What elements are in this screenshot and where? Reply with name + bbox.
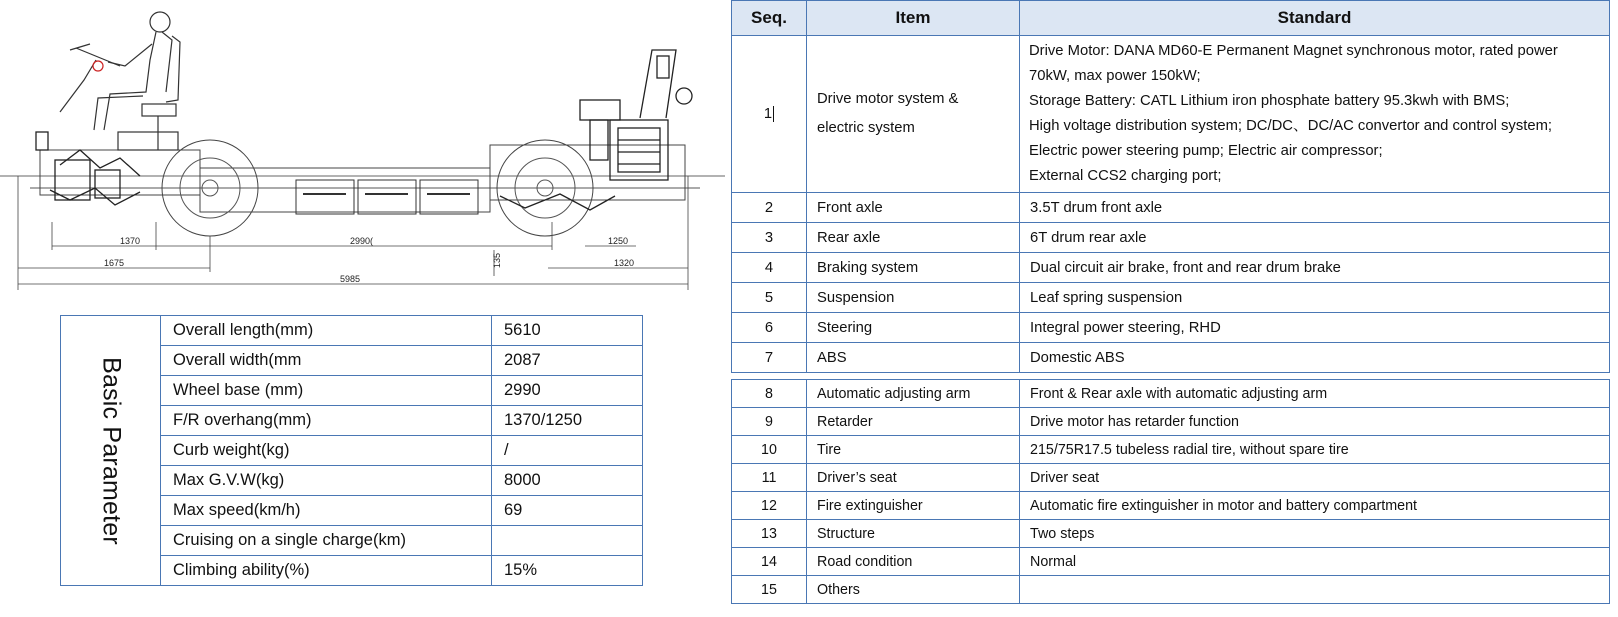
seq-cell bbox=[732, 36, 807, 193]
table-row bbox=[732, 36, 1610, 193]
seq-cell: 10 bbox=[732, 436, 807, 464]
seq-cell: 5 bbox=[732, 283, 807, 313]
item-line: Drive motor system & bbox=[817, 91, 959, 107]
standard-cell: Integral power steering, RHD bbox=[1020, 313, 1610, 343]
basic-parameter-title-cell bbox=[61, 316, 161, 586]
param-label: Curb weight(kg) bbox=[161, 436, 492, 466]
param-value bbox=[492, 526, 643, 556]
table-row bbox=[732, 576, 1610, 604]
item-cell: Rear axle bbox=[807, 223, 1020, 253]
item-line: electric system bbox=[817, 120, 915, 136]
table-row bbox=[732, 436, 1610, 464]
seq-cell: 14 bbox=[732, 548, 807, 576]
standard-line: External CCS2 charging port; bbox=[1029, 168, 1222, 184]
item-cell: Tire bbox=[807, 436, 1020, 464]
seq-cell: 3 bbox=[732, 223, 807, 253]
standard-line: Electric power steering pump; Electric air compressor; bbox=[1029, 143, 1383, 159]
param-value: 2990 bbox=[492, 376, 643, 406]
seq-cell: 12 bbox=[732, 492, 807, 520]
standard-cell: Domestic ABS bbox=[1020, 343, 1610, 373]
dim-label-1250: 1250 bbox=[608, 236, 629, 246]
standard-cell: 3.5T drum front axle bbox=[1020, 193, 1610, 223]
seq-cell: 9 bbox=[732, 408, 807, 436]
seq-cell: 15 bbox=[732, 576, 807, 604]
standard-cell: Front & Rear axle with automatic adjusting arm bbox=[1020, 380, 1610, 408]
seq-cell: 7 bbox=[732, 343, 807, 373]
standard-cell: Two steps bbox=[1020, 520, 1610, 548]
dim-label-2990: 2990( bbox=[350, 236, 374, 246]
chassis-side-view-drawing bbox=[0, 0, 725, 300]
param-label: Max G.V.W(kg) bbox=[161, 466, 492, 496]
table-row bbox=[732, 343, 1610, 373]
standard-cell: Drive motor has retarder function bbox=[1020, 408, 1610, 436]
item-cell: Road condition bbox=[807, 548, 1020, 576]
standard-line: High voltage distribution system; DC/DC、DC/AC convertor and control system; bbox=[1029, 118, 1553, 134]
param-label: F/R overhang(mm) bbox=[161, 406, 492, 436]
standard-cell bbox=[1020, 36, 1610, 193]
item-cell: Automatic adjusting arm bbox=[807, 380, 1020, 408]
item-cell: Braking system bbox=[807, 253, 1020, 283]
table-row bbox=[732, 520, 1610, 548]
table-section-gap bbox=[732, 373, 1610, 380]
item-cell: Others bbox=[807, 576, 1020, 604]
basic-parameter-title: Basic Parameter bbox=[97, 356, 125, 545]
header-seq: Seq. bbox=[732, 1, 807, 36]
standard-cell: Leaf spring suspension bbox=[1020, 283, 1610, 313]
dim-label-1675: 1675 bbox=[104, 258, 125, 268]
standard-cell: Automatic fire extinguisher in motor and battery compartment bbox=[1020, 492, 1610, 520]
param-value: 8000 bbox=[492, 466, 643, 496]
param-value: 69 bbox=[492, 496, 643, 526]
table-row bbox=[732, 313, 1610, 343]
table-row bbox=[732, 464, 1610, 492]
standard-cell: 6T drum rear axle bbox=[1020, 223, 1610, 253]
seq-value: 1 bbox=[763, 105, 773, 122]
table-row bbox=[732, 380, 1610, 408]
standard-line: Drive Motor: DANA MD60-E Permanent Magnet synchronous motor, rated power 70kW, max power 150kW; bbox=[1029, 43, 1558, 84]
standard-cell: Normal bbox=[1020, 548, 1610, 576]
table-row bbox=[61, 316, 643, 346]
dim-label-1370: 1370 bbox=[120, 236, 141, 246]
param-value: 1370/1250 bbox=[492, 406, 643, 436]
item-cell: Steering bbox=[807, 313, 1020, 343]
param-label: Overall width(mm bbox=[161, 346, 492, 376]
param-value: 5610 bbox=[492, 316, 643, 346]
param-value: 15% bbox=[492, 556, 643, 586]
table-row bbox=[732, 408, 1610, 436]
param-label: Wheel base (mm) bbox=[161, 376, 492, 406]
table-row bbox=[732, 253, 1610, 283]
standard-cell bbox=[1020, 576, 1610, 604]
dim-label-5985: 5985 bbox=[340, 274, 361, 284]
text-cursor bbox=[773, 106, 774, 122]
header-standard: Standard bbox=[1020, 1, 1610, 36]
seq-cell: 11 bbox=[732, 464, 807, 492]
item-cell: Suspension bbox=[807, 283, 1020, 313]
item-cell: Front axle bbox=[807, 193, 1020, 223]
param-value: 2087 bbox=[492, 346, 643, 376]
standard-line: Storage Battery: CATL Lithium iron phosphate battery 95.3kwh with BMS; bbox=[1029, 93, 1510, 109]
seq-cell: 13 bbox=[732, 520, 807, 548]
table-row bbox=[732, 283, 1610, 313]
item-cell: Retarder bbox=[807, 408, 1020, 436]
table-row bbox=[732, 548, 1610, 576]
item-cell: ABS bbox=[807, 343, 1020, 373]
param-label: Max speed(km/h) bbox=[161, 496, 492, 526]
seq-cell: 8 bbox=[732, 380, 807, 408]
item-cell: Fire extinguisher bbox=[807, 492, 1020, 520]
dim-label-1320: 1320 bbox=[614, 258, 635, 268]
item-cell bbox=[807, 36, 1020, 193]
standard-cell: 215/75R17.5 tubeless radial tire, without spare tire bbox=[1020, 436, 1610, 464]
seq-cell: 2 bbox=[732, 193, 807, 223]
dim-label-135: 135 bbox=[492, 252, 502, 268]
seq-cell: 4 bbox=[732, 253, 807, 283]
param-value: / bbox=[492, 436, 643, 466]
table-row bbox=[732, 223, 1610, 253]
basic-parameter-table bbox=[60, 315, 643, 586]
standard-cell: Driver seat bbox=[1020, 464, 1610, 492]
seq-cell: 6 bbox=[732, 313, 807, 343]
table-header-row bbox=[732, 1, 1610, 36]
param-label: Climbing ability(%) bbox=[161, 556, 492, 586]
param-label: Cruising on a single charge(km) bbox=[161, 526, 492, 556]
header-item: Item bbox=[807, 1, 1020, 36]
item-cell: Driver’s seat bbox=[807, 464, 1020, 492]
standard-configuration-table bbox=[731, 0, 1610, 604]
standard-cell: Dual circuit air brake, front and rear drum brake bbox=[1020, 253, 1610, 283]
table-row bbox=[732, 492, 1610, 520]
table-row bbox=[732, 193, 1610, 223]
item-cell: Structure bbox=[807, 520, 1020, 548]
param-label: Overall length(mm) bbox=[161, 316, 492, 346]
